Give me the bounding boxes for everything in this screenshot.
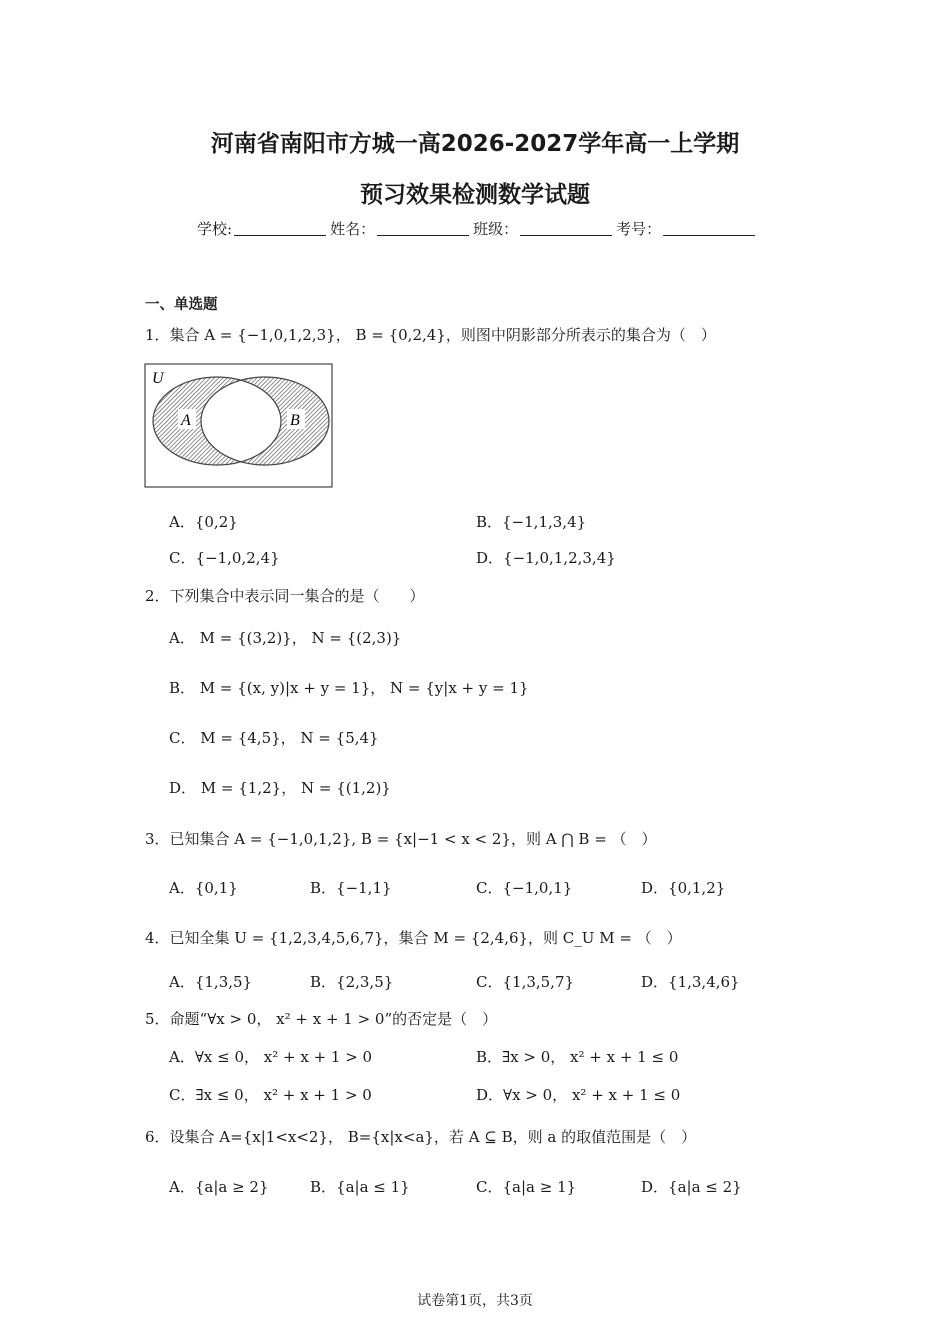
name-label: 姓名： xyxy=(330,220,376,238)
name-blank xyxy=(377,221,469,236)
q6-option-c: C．{a|a ≥ 1} xyxy=(476,1178,577,1196)
q6-option-b: B．{a|a ≤ 1} xyxy=(310,1178,410,1196)
q5-option-c: C．∃x ≤ 0， x² + x + 1 > 0 xyxy=(169,1086,372,1104)
q6-option-d: D．{a|a ≤ 2} xyxy=(641,1178,742,1196)
q3-option-b: B．{−1,1} xyxy=(310,879,392,897)
q2-option-d: D． M = {1,2}， N = {(1,2)} xyxy=(169,779,391,797)
q3-option-a: A．{0,1} xyxy=(169,879,238,897)
exam-title-line1: 河南省南阳市方城一高2026-2027学年高一上学期 xyxy=(210,131,740,157)
venn-diagram xyxy=(144,363,334,489)
q1-option-b: B．{−1,1,3,4} xyxy=(476,513,587,531)
section-heading: 一、单选题 xyxy=(145,297,218,313)
id-label: 考号： xyxy=(616,220,662,238)
venn-label-u: U xyxy=(152,370,164,387)
q3-option-c: C．{−1,0,1} xyxy=(476,879,573,897)
venn-label-b: B xyxy=(290,412,300,429)
q6-option-a: A．{a|a ≥ 2} xyxy=(169,1178,269,1196)
page-footer: 试卷第1页，共3页 xyxy=(417,1293,533,1309)
q5-option-b: B．∃x > 0， x² + x + 1 ≤ 0 xyxy=(476,1048,679,1066)
q4-option-b: B．{2,3,5} xyxy=(310,973,394,991)
q4-option-d: D．{1,3,4,6} xyxy=(641,973,740,991)
student-info-row xyxy=(197,218,759,239)
id-blank xyxy=(663,221,755,236)
q1-option-a: A．{0,2} xyxy=(169,513,238,531)
q4-option-a: A．{1,3,5} xyxy=(169,973,253,991)
class-blank xyxy=(520,221,612,236)
venn-label-a: A xyxy=(181,412,191,429)
school-label: 学校: xyxy=(197,220,233,238)
question-1-stem: 1．集合 A = {−1,0,1,2,3}， B = {0,2,4}，则图中阴影部分所表示的集合为（ ） xyxy=(145,326,716,344)
q4-option-c: C．{1,3,5,7} xyxy=(476,973,575,991)
exam-title-line2: 预习效果检测数学试题 xyxy=(360,182,590,208)
q3-option-d: D．{0,1,2} xyxy=(641,879,726,897)
q2-option-b: B． M = {(x, y)|x + y = 1}， N = {y|x + y = 1} xyxy=(169,679,529,697)
question-4-stem: 4．已知全集 U = {1,2,3,4,5,6,7}，集合 M = {2,4,6}，则 C_U M = （ ） xyxy=(145,929,682,947)
question-2-stem: 2．下列集合中表示同一集合的是（ ） xyxy=(145,587,425,605)
q5-option-d: D．∀x > 0， x² + x + 1 ≤ 0 xyxy=(476,1086,681,1104)
q1-option-c: C．{−1,0,2,4} xyxy=(169,549,280,567)
question-3-stem: 3．已知集合 A = {−1,0,1,2}, B = {x|−1 < x < 2}，则 A ⋂ B = （ ） xyxy=(145,830,657,848)
q1-option-d: D．{−1,0,1,2,3,4} xyxy=(476,549,616,567)
q2-option-c: C． M = {4,5}， N = {5,4} xyxy=(169,729,379,747)
question-6-stem: 6．设集合 A={x|1<x<2}， B={x|x<a}，若 A ⊆ B，则 a 的取值范围是（ ） xyxy=(145,1128,697,1146)
school-blank xyxy=(234,221,326,236)
q2-option-a: A． M = {(3,2)}， N = {(2,3)} xyxy=(169,629,402,647)
q5-option-a: A．∀x ≤ 0， x² + x + 1 > 0 xyxy=(169,1048,373,1066)
class-label: 班级： xyxy=(473,220,519,238)
question-5-stem: 5．命题“∀x > 0， x² + x + 1 > 0”的否定是（ ） xyxy=(145,1010,498,1028)
